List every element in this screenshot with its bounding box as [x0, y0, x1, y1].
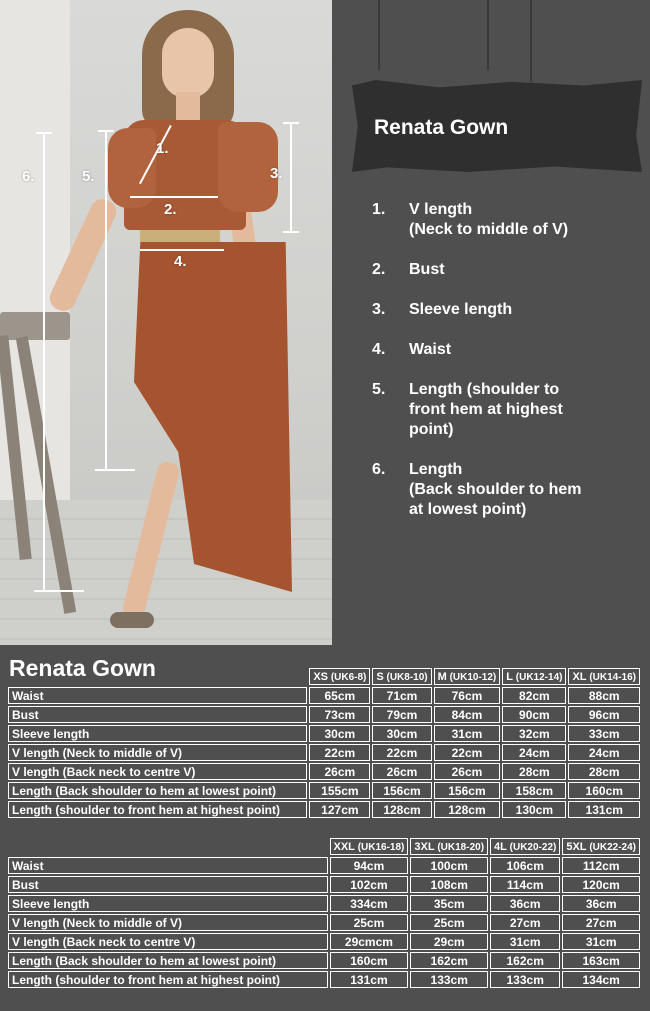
- dim-cap: [283, 231, 299, 233]
- row-label: Length (Back shoulder to hem at lowest point): [8, 782, 307, 799]
- legend-item: 6. Length (Back shoulder to hem at lowest point): [372, 461, 582, 518]
- dim-line-2: [130, 196, 218, 198]
- row-label: V length (Neck to middle of V): [8, 744, 307, 761]
- table-row: Length (Back shoulder to hem at lowest point) 160cm 162cm 162cm 163cm: [8, 952, 640, 969]
- dim-label-1: 1.: [156, 140, 169, 157]
- size-header: 5XL (UK22-24): [562, 838, 640, 855]
- row-label: Waist: [8, 857, 328, 874]
- gown-belt: [140, 230, 220, 242]
- dim-cap: [95, 469, 135, 471]
- legend-title: Renata Gown: [374, 116, 509, 139]
- table-row: Waist 94cm 100cm 106cm 112cm: [8, 857, 640, 874]
- dim-label-6: 6.: [22, 168, 35, 185]
- header-spacer: [8, 668, 307, 685]
- table-row: Length (Back shoulder to hem at lowest point) 155cm 156cm 156cm 158cm 160cm: [8, 782, 640, 799]
- size-header: L (UK12-14): [502, 668, 566, 685]
- legend-item: 5. Length (shoulder to front hem at highest point): [372, 381, 563, 438]
- legend-item: 4. Waist: [372, 341, 452, 358]
- legend-item: 2. Bust: [372, 261, 445, 278]
- legend-item: 1. V length (Neck to middle of V): [372, 201, 569, 238]
- size-chart: [0, 650, 650, 1011]
- table-row: Length (shoulder to front hem at highest point) 131cm 133cm 133cm 134cm: [8, 971, 640, 988]
- size-header: S (UK8-10): [372, 668, 431, 685]
- size-table-regular: [6, 666, 642, 820]
- dim-cap: [283, 122, 299, 124]
- table-row: V length (Back neck to centre V) 29cmcm 29cm 31cm 31cm: [8, 933, 640, 950]
- dim-line-3: [290, 122, 292, 232]
- model-photo: [0, 0, 332, 645]
- table-row: Waist 65cm 71cm 76cm 82cm 88cm: [8, 687, 640, 704]
- size-header: XL (UK14-16): [568, 668, 640, 685]
- table-row: Sleeve length 30cm 30cm 31cm 32cm 33cm: [8, 725, 640, 742]
- dim-label-4: 4.: [174, 253, 187, 270]
- size-header: M (UK10-12): [434, 668, 501, 685]
- header-spacer: [8, 838, 328, 855]
- size-header: XXL (UK16-18): [330, 838, 409, 855]
- size-header: XS (UK6-8): [309, 668, 370, 685]
- size-header-row: [8, 838, 640, 855]
- size-table-plus: [6, 836, 642, 990]
- row-label: V length (Neck to middle of V): [8, 914, 328, 931]
- row-label: Sleeve length: [8, 725, 307, 742]
- banner-string: [378, 0, 380, 70]
- dim-line-4: [140, 249, 224, 251]
- table-row: V length (Back neck to centre V) 26cm 26cm 26cm 28cm 28cm: [8, 763, 640, 780]
- dim-cap: [98, 130, 114, 132]
- measurement-legend: [332, 0, 650, 645]
- dim-label-2: 2.: [164, 201, 177, 218]
- row-label: Bust: [8, 706, 307, 723]
- model-face: [162, 28, 214, 98]
- model-shoe: [110, 612, 154, 628]
- legend-list: [372, 200, 642, 540]
- row-label: Length (shoulder to front hem at highest point): [8, 971, 328, 988]
- dim-cap: [36, 132, 52, 134]
- table-row: Bust 73cm 79cm 84cm 90cm 96cm: [8, 706, 640, 723]
- dim-label-3: 3.: [270, 165, 283, 182]
- table-row: V length (Neck to middle of V) 25cm 25cm 27cm 27cm: [8, 914, 640, 931]
- dim-line-6: [43, 132, 45, 592]
- legend-item: 3. Sleeve length: [372, 301, 513, 318]
- table-row: V length (Neck to middle of V) 22cm 22cm 22cm 24cm 24cm: [8, 744, 640, 761]
- size-header-row: [8, 668, 640, 685]
- row-label: Waist: [8, 687, 307, 704]
- dim-label-5: 5.: [82, 168, 95, 185]
- row-label: Length (Back shoulder to hem at lowest point): [8, 952, 328, 969]
- gown-sleeve-right: [218, 122, 278, 212]
- table-row: Length (shoulder to front hem at highest point) 127cm 128cm 128cm 130cm 131cm: [8, 801, 640, 818]
- banner-string: [487, 0, 489, 70]
- row-label: V length (Back neck to centre V): [8, 763, 307, 780]
- stool-seat: [0, 312, 70, 340]
- size-header: 4L (UK20-22): [490, 838, 560, 855]
- size-chart-title: Renata Gown: [9, 655, 156, 681]
- row-label: Length (shoulder to front hem at highest point): [8, 801, 307, 818]
- banner-string: [530, 0, 532, 82]
- dim-cap: [34, 590, 84, 592]
- row-label: Sleeve length: [8, 895, 328, 912]
- row-label: V length (Back neck to centre V): [8, 933, 328, 950]
- size-header: 3XL (UK18-20): [410, 838, 488, 855]
- dim-line-5: [105, 130, 107, 470]
- row-label: Bust: [8, 876, 328, 893]
- table-row: Bust 102cm 108cm 114cm 120cm: [8, 876, 640, 893]
- table-row: Sleeve length 334cm 35cm 36cm 36cm: [8, 895, 640, 912]
